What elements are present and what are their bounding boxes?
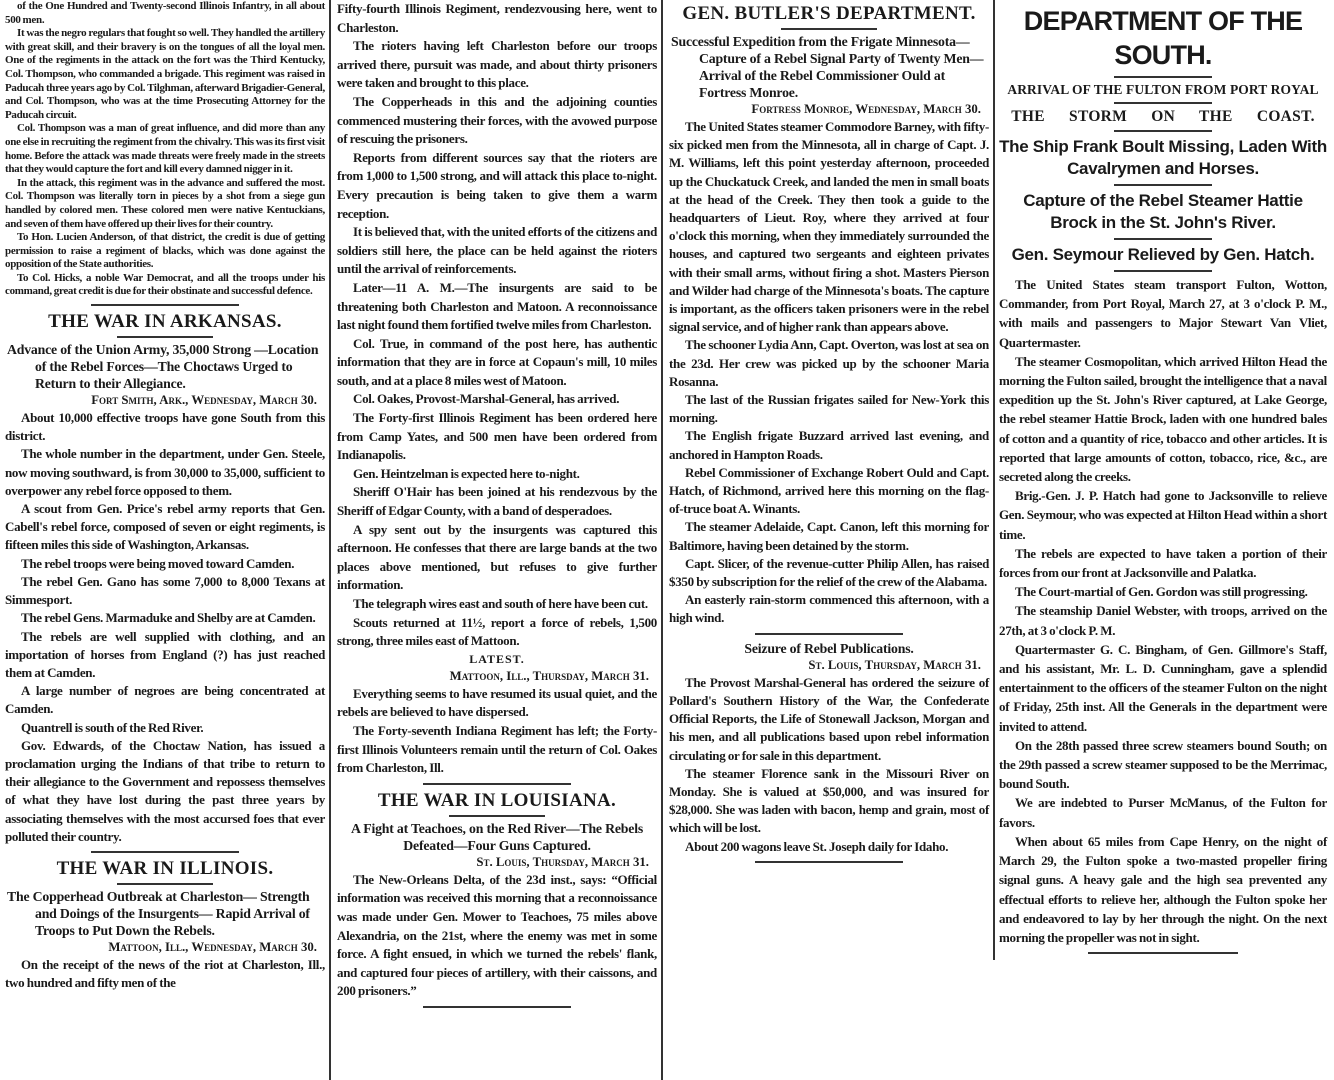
article-paragraph: It is believed that, with the united efforts of the citizens and soldiers still here, the place can be held against the rioters until the arrival of reinforcements. [337, 224, 657, 277]
article-paragraph: On the receipt of the news of the riot at Charleston, Ill., two hundred and fifty men of the [5, 956, 325, 991]
section-headline: THE WAR IN ILLINOIS. [56, 857, 274, 879]
article-paragraph: The rebel troops were being moved toward Camden. [21, 555, 295, 571]
article-paragraph: Scouts returned at 11½, report a force of rebels, 1,500 strong, three miles east of Mattoon. [337, 614, 657, 649]
divider-rule [755, 633, 902, 635]
headline-deck: Gen. Seymour Relieved by Gen. Hatch. [1011, 245, 1315, 264]
article-subhead: Advance of the Union Army, 35,000 Strong —Location of the Rebel Forces—The Choctaws Urged to Return to their Allegiance. [7, 342, 319, 392]
page-headline: DEPARTMENT OF THE SOUTH. [1023, 6, 1303, 70]
divider-rule [449, 815, 545, 817]
article-paragraph: To Col. Hicks, a noble War Democrat, and all the troops under his command, great credit is due for their obstinate and successful defence. [5, 271, 325, 298]
dateline: Fortress Monroe, Wednesday, March 30. [751, 102, 981, 116]
divider-rule [1114, 76, 1212, 78]
article-paragraph: The schooner Lydia Ann, Capt. Overton, was lost at sea on the 23d. Her crew was picked up by the schooner Maria Rosanna. [669, 337, 989, 389]
dateline: Mattoon, Ill., Wednesday, March 30. [108, 939, 317, 954]
article-paragraph: The Court-martial of Gen. Gordon was still progressing. [1015, 584, 1308, 600]
article-paragraph: The steamship Daniel Webster, with troops, arrived on the 27th, at 3 o'clock P. M. [999, 603, 1327, 638]
dateline: Fort Smith, Ark., Wednesday, March 30. [91, 393, 317, 408]
column-3 [669, 0, 989, 868]
divider-rule [423, 1006, 570, 1008]
article-paragraph: We are indebted to Purser McManus, of the Fulton for favors. [999, 795, 1327, 830]
article-paragraph: Col. Thompson was a man of great influence, and did more than any one else in recruiting the regiment from the chivalry. This was its first visit home. Before the attack was made threats were freely made in the streets that they would capture the fort and kill every damned nigger in it. [5, 122, 325, 176]
divider-rule [91, 851, 238, 853]
article-paragraph: About 10,000 effective troops have gone South from this district. [5, 410, 325, 444]
article-paragraph: A large number of negroes are being concentrated at Camden. [5, 683, 325, 717]
divider-rule [117, 883, 213, 885]
article-paragraph: The New-Orleans Delta, of the 23d inst., says: “Official information was received this morning that a reconnoissance was made under Gen. Mower to Teachoes, 75 miles above Alexandria, on the 21st, where the enemy was met in some force. A fight ensued, in which we turned the rebels' flank, and captured four pieces of artillery, with their caissons, and 200 prisoners.” [337, 871, 657, 999]
article-paragraph: Gen. Heintzelman is expected here to-night. [353, 465, 580, 481]
article-paragraph: Fifty-fourth Illinois Regiment, rendezvousing here, went to Charleston. [337, 1, 657, 35]
article-paragraph: Brig.-Gen. J. P. Hatch had gone to Jacksonville to relieve Gen. Seymour, who was expected at Hilton Head within a short time. [999, 488, 1327, 542]
article-paragraph: Sheriff O'Hair has been joined at his rendezvous by the Sheriff of Edgar County, with a band of desperadoes. [337, 484, 657, 519]
article-paragraph: To Hon. Lucien Anderson, of that district, the credit is due of getting permission to raise a regiment of blacks, which was done against the opposition of the State authorities. [5, 231, 325, 271]
article-paragraph: The rebels are expected to have taken a portion of their forces from our front at Jacksonville and Palatka. [999, 545, 1327, 581]
column-divider [993, 0, 995, 960]
article-paragraph: An easterly rain-storm commenced this afternoon, with a high wind. [669, 592, 989, 626]
article-paragraph: The telegraph wires east and south of here have been cut. [353, 596, 648, 611]
article-paragraph: The steamer Adelaide, Capt. Canon, left this morning for Baltimore, having been detained by the storm. [669, 519, 989, 553]
headline-deck: ARRIVAL OF THE FULTON FROM PORT ROYAL [1007, 82, 1319, 97]
section-label: LATEST. [469, 651, 525, 666]
article-paragraph: Quantrell is south of the Red River. [21, 719, 204, 735]
article-subhead: Successful Expedition from the Frigate Minnesota—Capture of a Rebel Signal Party of Twenty Men—Arrival of the Rebel Commissioner Ould at Fortress Monroe. [671, 34, 984, 100]
article-paragraph: The rebels are well supplied with clothing, and an importation of horses from England (?) has just reached them at Camden. [5, 628, 325, 680]
headline-deck: Capture of the Rebel Steamer Hattie Brock in the St. John's River. [1023, 191, 1303, 232]
article-paragraph: Reports from different sources say that the rioters are from 1,000 to 1,500 strong, and will attack this place to-night. Every precaution is being taken to give them a warm reception. [337, 149, 657, 221]
divider-rule [117, 336, 213, 338]
article-paragraph: Quartermaster G. C. Bingham, of Gen. Gillmore's Staff, and his assistant, Mr. L. D. Cunningham, gave a splendid entertainment to the officers of the steamer Fulton on the night of Friday, 25th inst. All the Generals in the department were invited to attend. [999, 641, 1327, 734]
column-4 [999, 0, 1327, 959]
divider-rule [755, 861, 902, 863]
divider-rule [1114, 238, 1212, 240]
article-paragraph: The last of the Russian frigates sailed for New-York this morning. [669, 392, 989, 426]
article-paragraph: In the attack, this regiment was in the advance and suffered the most. Col. Thompson was literally torn in pieces by a shot from a siege gun handled by colored men. These colored men were native Kentuckians, and seven of them have offered up their lives for their country. [5, 176, 325, 230]
article-paragraph: Capt. Slicer, of the revenue-cutter Philip Allen, has raised $350 by subscription for the relief of the crew of the Alabama. [669, 555, 989, 590]
article-paragraph: Everything seems to have resumed its usual quiet, and the rebels are believed to have dispersed. [337, 685, 657, 720]
article-paragraph: Gov. Edwards, of the Choctaw Nation, has issued a proclamation urging the Indians of that tribe to return to their allegiance to the Government and repossess themselves of what they have lost during the past three years by associating themselves with the most accursed foes that ever polluted their country. [5, 737, 325, 844]
article-paragraph: A scout from Gen. Price's rebel army reports that Gen. Cabell's rebel force, composed of seven or eight regiments, is fifteen miles this side of Washington, Arkansas. [5, 501, 325, 553]
article-paragraph: The steamer Florence sank in the Missouri River on Monday. She is valued at $50,000, and was insured for $28,000. She was laden with bacon, hemp and grain, most of which will be lost. [669, 765, 989, 836]
section-headline: THE WAR IN LOUISIANA. [377, 789, 617, 811]
divider-rule [781, 28, 877, 30]
article-paragraph: It was the negro regulars that fought so well. They handled the artillery with great skill, and their bravery is on the tongues of all the loyal men. One of the regiments in the attack on the fort was the Third Kentucky, Col. Thompson, who commanded a brigade. This regiment was raised in Paducah three years ago by Col. Tilghman, afterward Brigadier-General, and Col. Thompson, who was at the time Prosecuting Attorney for the Paducah circuit. [5, 27, 325, 121]
divider-rule [1114, 102, 1212, 104]
divider-rule [1114, 270, 1212, 272]
article-subhead: A Fight at Teachoes, on the Red River—The Rebels Defeated—Four Guns Captured. [350, 820, 643, 853]
article-paragraph: The rebel Gens. Marmaduke and Shelby are at Camden. [21, 610, 316, 626]
divider-rule [1114, 184, 1212, 186]
article-paragraph: The whole number in the department, under Gen. Steele, now moving southward, is from 30,000 to 35,000, sufficient to overpower any rebel force opposed to them. [5, 446, 325, 498]
article-paragraph: Col. Oakes, Provost-Marshal-General, has arrived. [353, 391, 620, 407]
headline-deck: The Ship Frank Boult Missing, Laden With Cavalrymen and Horses. [999, 137, 1327, 178]
column-2 [337, 0, 657, 1013]
column-1 [5, 0, 325, 992]
article-paragraph: The steamer Cosmopolitan, which arrived Hilton Head the morning the Fulton sailed, brought the intelligence that a naval expedition up the St. John's River captured, at Lake George, the rebel steamer Hattie Brock, laden with one hundred bales of cotton and a quantity of rice, tobacco and other articles. It is reported that large amounts of cotton, tobacco, rice, &c., are secreted along the creeks. [999, 353, 1327, 485]
article-subhead: Seizure of Rebel Publications. [744, 640, 914, 656]
article-paragraph: The Provost Marshal-General has ordered the seizure of Pollard's Southern History of the War, the Confederate Official Reports, the Life of Stonewall Jackson, Morgan and his men, and all publications based upon rebel information circulating or for sale in this department. [669, 674, 989, 763]
dateline: St. Louis, Thursday, March 31. [808, 657, 981, 672]
article-paragraph: Rebel Commissioner of Exchange Robert Ould and Capt. Hatch, of Richmond, arrived here this morning on the flag-of-truce boat A. Winants. [669, 464, 989, 517]
article-paragraph: The English frigate Buzzard arrived last evening, and anchored in Hampton Roads. [669, 428, 989, 462]
divider-rule [423, 783, 570, 785]
article-paragraph: About 200 wagons leave St. Joseph daily for Idaho. [685, 838, 949, 854]
article-paragraph: The Copperheads in this and the adjoining counties commenced mustering their forces, with the avowed purpose of rescuing the prisoners. [337, 93, 657, 147]
article-paragraph: The Forty-seventh Indiana Regiment has left; the Forty-first Illinois Volunteers remain until the return of Col. Oakes from Charleston, Ill. [337, 722, 657, 776]
headline-deck: THE STORM ON THE COAST. [1011, 108, 1315, 125]
dateline: Mattoon, Ill., Thursday, March 31. [449, 668, 649, 683]
article-paragraph: Later—11 A. M.—The insurgents are said to be threatening both Charleston and Matoon. A reconnoissance last night found them fortified twelve miles from Charleston. [337, 279, 657, 333]
section-headline: THE WAR IN ARKANSAS. [48, 311, 282, 333]
article-paragraph: A spy sent out by the insurgents was captured this afternoon. He confesses that there are large bands at the two places above mentioned, but refuses to give further information. [337, 521, 657, 593]
divider-rule [91, 304, 238, 306]
article-paragraph: The rebel Gen. Gano has some 7,000 to 8,000 Texans at Simmesport. [5, 573, 325, 608]
article-subhead: The Copperhead Outbreak at Charleston— Strength and Doings of the Insurgents— Rapid Arrival of Troops to Put Down the Rebels. [7, 888, 310, 938]
article-paragraph: of the One Hundred and Twenty-second Illinois Infantry, in all about 500 men. [5, 0, 325, 26]
article-paragraph: The United States steamer Commodore Barney, with fifty-six picked men from the Minnesota, all in charge of Capt. J. M. Williams, left this point yesterday afternoon, proceeded up the Chuckatuck Creek, and landed the men in small boats at the head of the Creek. They then took a guide to the headquarters of Lieut. Roy, where they arrived at four o'clock this morning, when they immediately surrounded the houses, and captured two sergeants and eighteen privates with their small arms, without firing a shot. Masters Pierson and Wilder had charge of the Minnesota's boats. The capture is important, as the officers taken prisoners were in the rebel signal service, and of higher rank than appears above. [669, 119, 989, 335]
divider-rule [1088, 952, 1239, 954]
article-paragraph: Col. True, in command of the post here, has authentic information that they are in force at Copaun's mill, 10 miles south, and at a place 8 miles west of Matoon. [337, 335, 657, 388]
column-divider [329, 0, 331, 1080]
article-paragraph: When about 65 miles from Cape Henry, on the night of March 29, the Fulton spoke a two-masted propeller firing signal guns. A heavy gale and the high sea prevented any effectual efforts to relieve her, although the Fulton spoke her and endeavored to lay by her through the night. On the next morning the propeller was not in sight. [999, 833, 1327, 945]
section-headline: GEN. BUTLER'S DEPARTMENT. [682, 3, 976, 24]
divider-rule [1114, 130, 1212, 132]
article-paragraph: The Forty-first Illinois Regiment has been ordered here from Camp Yates, and 500 men have been ordered from Indianapolis. [337, 410, 657, 463]
dateline: St. Louis, Thursday, March 31. [476, 854, 649, 869]
article-paragraph: On the 28th passed three screw steamers bound South; on the 29th passed a screw steamer supposed to be the Merrimac, bound South. [999, 737, 1327, 792]
article-paragraph: The rioters having left Charleston before our troops arrived there, pursuit was made, and about thirty prisoners were taken and brought to this place. [337, 38, 657, 91]
column-divider [661, 0, 663, 1080]
article-paragraph: The United States steam transport Fulton, Wotton, Commander, from Port Royal, March 27, at 3 o'clock P. M., with mails and passengers to Major Stewart Van Vliet, Quartermaster. [999, 277, 1327, 350]
